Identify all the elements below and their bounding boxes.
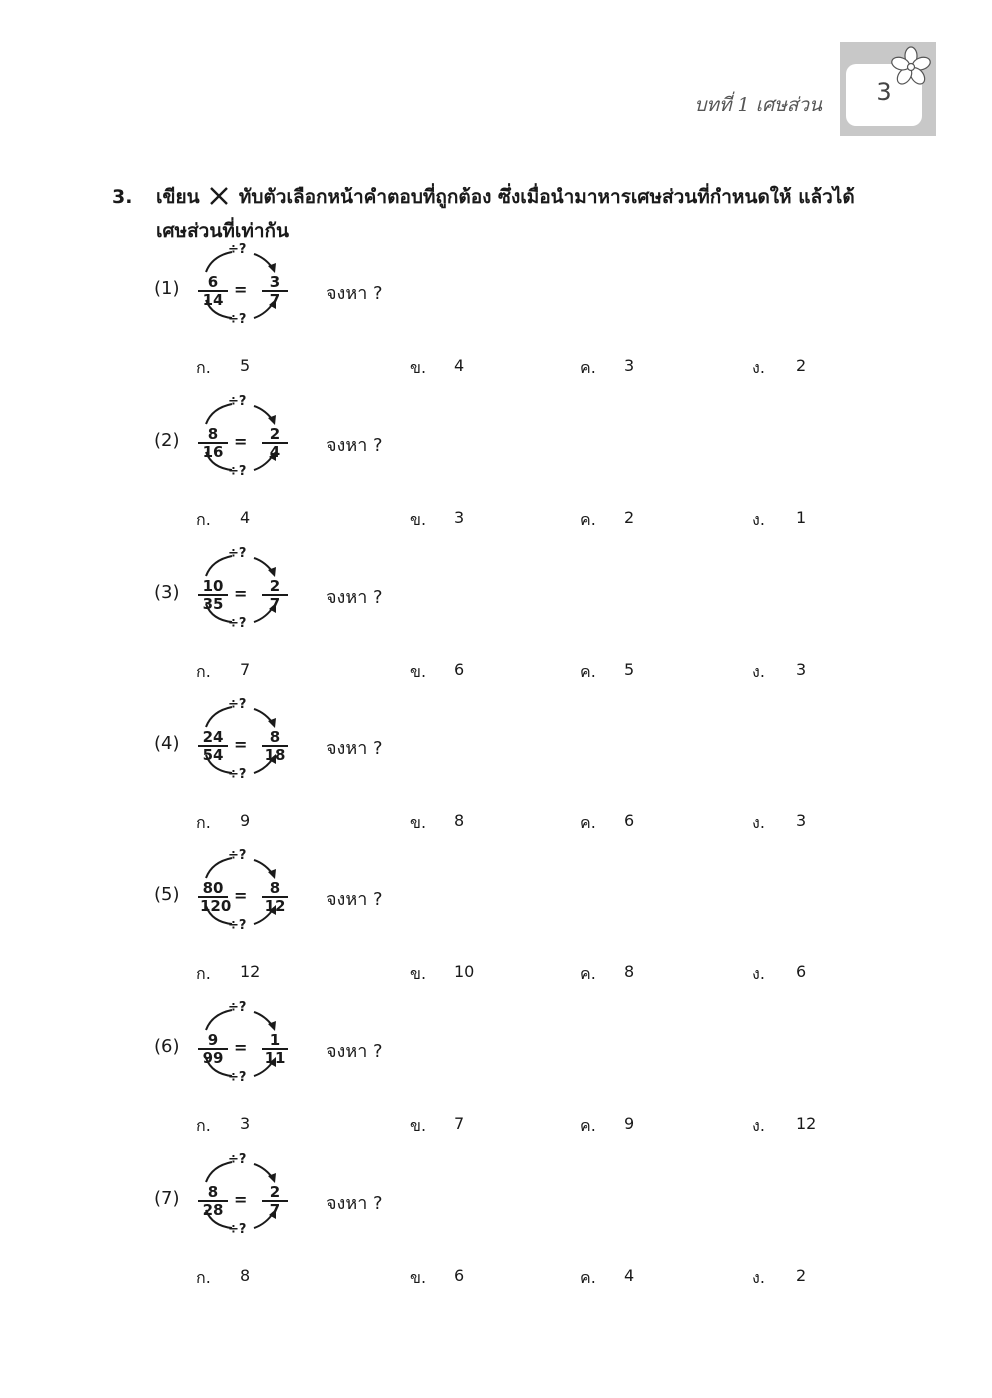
equals-sign: =	[234, 1190, 248, 1209]
left-fraction	[198, 1032, 228, 1066]
divide-operator-bottom: ÷?	[228, 616, 247, 631]
find-label: จงหา ?	[326, 889, 383, 910]
right-denominator: 7	[269, 291, 281, 309]
choice-value: 12	[796, 1114, 817, 1133]
left-numerator: 9	[198, 1032, 228, 1050]
choice-value: 12	[240, 962, 261, 981]
choice-value: 6	[624, 811, 635, 830]
equals-sign: =	[234, 735, 248, 754]
right-fraction	[262, 1032, 288, 1066]
right-numerator: 8	[262, 729, 288, 747]
choice-letter: ค.	[580, 813, 596, 832]
left-denominator: 16	[202, 443, 224, 461]
question-item-7	[0, 1152, 992, 1296]
left-numerator: 80	[198, 880, 228, 898]
divide-operator-top: ÷?	[228, 242, 247, 257]
equals-sign: =	[234, 886, 248, 905]
question-item-5	[0, 848, 992, 992]
chapter-title: บทที่ 1 เศษส่วน	[694, 94, 822, 116]
right-numerator: 1	[262, 1032, 288, 1050]
choice-value: 6	[454, 660, 465, 679]
choice-value: 4	[624, 1266, 635, 1285]
choice-letter: ข.	[410, 964, 427, 983]
choice-letter: ก.	[196, 813, 211, 832]
right-fraction	[262, 426, 288, 460]
page-number-tab	[840, 42, 936, 136]
left-numerator: 6	[198, 274, 228, 292]
left-fraction	[198, 274, 228, 308]
fraction-diagram	[182, 1152, 292, 1237]
left-denominator: 35	[202, 595, 224, 613]
right-denominator: 11	[264, 1049, 286, 1067]
left-fraction	[198, 1184, 228, 1218]
choice-value: 8	[454, 811, 465, 830]
choice-letter: ก.	[196, 1116, 211, 1135]
item-label: (4)	[154, 733, 180, 754]
choice-letter: ข.	[410, 662, 427, 681]
left-numerator: 10	[198, 578, 228, 596]
left-numerator: 24	[198, 729, 228, 747]
find-label: จงหา ?	[326, 1041, 383, 1062]
flower-icon	[890, 46, 932, 88]
choice-letter: ง.	[752, 813, 765, 832]
page-number: 3	[876, 78, 892, 106]
choice-value: 7	[454, 1114, 465, 1133]
fraction-diagram	[182, 697, 292, 782]
fraction-diagram	[182, 394, 292, 479]
choice-letter: ค.	[580, 1268, 596, 1287]
choice-letter: ข.	[410, 813, 427, 832]
divide-operator-bottom: ÷?	[228, 464, 247, 479]
choice-letter: ง.	[752, 510, 765, 529]
choice-value: 2	[796, 356, 807, 375]
left-numerator: 8	[198, 426, 228, 444]
right-fraction	[262, 880, 288, 914]
left-denominator: 99	[202, 1049, 224, 1067]
left-denominator: 14	[202, 291, 224, 309]
choice-value: 2	[796, 1266, 807, 1285]
question-item-6	[0, 1000, 992, 1144]
choice-letter: ง.	[752, 964, 765, 983]
find-label: จงหา ?	[326, 435, 383, 456]
item-label: (3)	[154, 582, 180, 603]
question-item-3	[0, 546, 992, 690]
choice-letter: ข.	[410, 358, 427, 377]
find-label: จงหา ?	[326, 738, 383, 759]
fraction-diagram	[182, 848, 292, 933]
left-fraction	[198, 729, 228, 763]
choice-value: 3	[796, 811, 807, 830]
choice-letter: ค.	[580, 662, 596, 681]
instruction-text-after: ทับตัวเลือกหน้าคำตอบที่ถูกต้อง ซึ่งเมื่อนำมาหารเศษส่วนที่กำหนดให้ แล้วได้เศษส่วนที่เท่ากัน	[156, 186, 855, 242]
instruction-text-before: เขียน	[156, 186, 200, 208]
divide-operator-top: ÷?	[228, 848, 247, 863]
choice-value: 4	[240, 508, 251, 527]
choice-letter: ก.	[196, 964, 211, 983]
choice-value: 6	[796, 962, 807, 981]
left-numerator: 8	[198, 1184, 228, 1202]
divide-operator-bottom: ÷?	[228, 767, 247, 782]
item-label: (7)	[154, 1188, 180, 1209]
divide-operator-bottom: ÷?	[228, 1070, 247, 1085]
right-denominator: 18	[264, 746, 286, 764]
choice-value: 3	[624, 356, 635, 375]
choice-value: 3	[454, 508, 465, 527]
left-denominator: 120	[200, 897, 232, 915]
choice-value: 5	[624, 660, 635, 679]
left-fraction	[198, 578, 228, 612]
divide-operator-bottom: ÷?	[228, 312, 247, 327]
choice-value: 5	[240, 356, 251, 375]
question-item-2	[0, 394, 992, 538]
choice-letter: ก.	[196, 358, 211, 377]
instruction-text	[156, 180, 916, 248]
choice-letter: ก.	[196, 510, 211, 529]
x-mark-icon	[208, 186, 230, 206]
choice-letter: ค.	[580, 1116, 596, 1135]
choice-value: 8	[240, 1266, 251, 1285]
right-denominator: 12	[264, 897, 286, 915]
choice-letter: ง.	[752, 662, 765, 681]
right-numerator: 2	[262, 1184, 288, 1202]
right-numerator: 3	[262, 274, 288, 292]
find-label: จงหา ?	[326, 1193, 383, 1214]
question-item-4	[0, 697, 992, 841]
item-label: (5)	[154, 884, 180, 905]
fraction-diagram	[182, 546, 292, 631]
left-fraction	[198, 879, 232, 915]
fraction-diagram	[182, 1000, 292, 1085]
choice-value: 2	[624, 508, 635, 527]
choice-letter: ค.	[580, 358, 596, 377]
choice-letter: ก.	[196, 662, 211, 681]
choice-value: 7	[240, 660, 251, 679]
find-label: จงหา ?	[326, 587, 383, 608]
find-label: จงหา ?	[326, 283, 383, 304]
left-denominator: 28	[202, 1201, 224, 1219]
left-denominator: 54	[202, 746, 224, 764]
choice-letter: ค.	[580, 510, 596, 529]
right-numerator: 2	[262, 578, 288, 596]
right-numerator: 8	[262, 880, 288, 898]
choice-value: 6	[454, 1266, 465, 1285]
equals-sign: =	[234, 1038, 248, 1057]
page-header	[0, 0, 992, 150]
equals-sign: =	[234, 280, 248, 299]
divide-operator-top: ÷?	[228, 546, 247, 561]
choice-value: 1	[796, 508, 807, 527]
item-label: (2)	[154, 430, 180, 451]
choice-value: 3	[240, 1114, 251, 1133]
choice-letter: ค.	[580, 964, 596, 983]
choice-letter: ง.	[752, 1116, 765, 1135]
choice-letter: ข.	[410, 1116, 427, 1135]
choice-value: 4	[454, 356, 465, 375]
divide-operator-top: ÷?	[228, 697, 247, 712]
divide-operator-bottom: ÷?	[228, 1222, 247, 1237]
right-fraction	[262, 1184, 288, 1218]
choice-value: 9	[240, 811, 251, 830]
divide-operator-bottom: ÷?	[228, 918, 247, 933]
right-fraction	[262, 729, 288, 763]
right-fraction	[262, 578, 288, 612]
right-numerator: 2	[262, 426, 288, 444]
divide-operator-top: ÷?	[228, 394, 247, 409]
choice-value: 8	[624, 962, 635, 981]
choice-letter: ข.	[410, 510, 427, 529]
choice-value: 10	[454, 962, 475, 981]
equals-sign: =	[234, 584, 248, 603]
item-label: (1)	[154, 278, 180, 299]
question-number: 3.	[112, 186, 133, 208]
choice-letter: ง.	[752, 1268, 765, 1287]
fraction-diagram	[182, 242, 292, 327]
right-fraction	[262, 274, 288, 308]
right-denominator: 4	[269, 443, 281, 461]
choice-value: 3	[796, 660, 807, 679]
right-denominator: 7	[269, 1201, 281, 1219]
equals-sign: =	[234, 432, 248, 451]
choice-value: 9	[624, 1114, 635, 1133]
question-item-1	[0, 242, 992, 386]
choice-letter: ง.	[752, 358, 765, 377]
choice-letter: ก.	[196, 1268, 211, 1287]
divide-operator-top: ÷?	[228, 1000, 247, 1015]
divide-operator-top: ÷?	[228, 1152, 247, 1167]
right-denominator: 7	[269, 595, 281, 613]
left-fraction	[198, 426, 228, 460]
item-label: (6)	[154, 1036, 180, 1057]
choice-letter: ข.	[410, 1268, 427, 1287]
